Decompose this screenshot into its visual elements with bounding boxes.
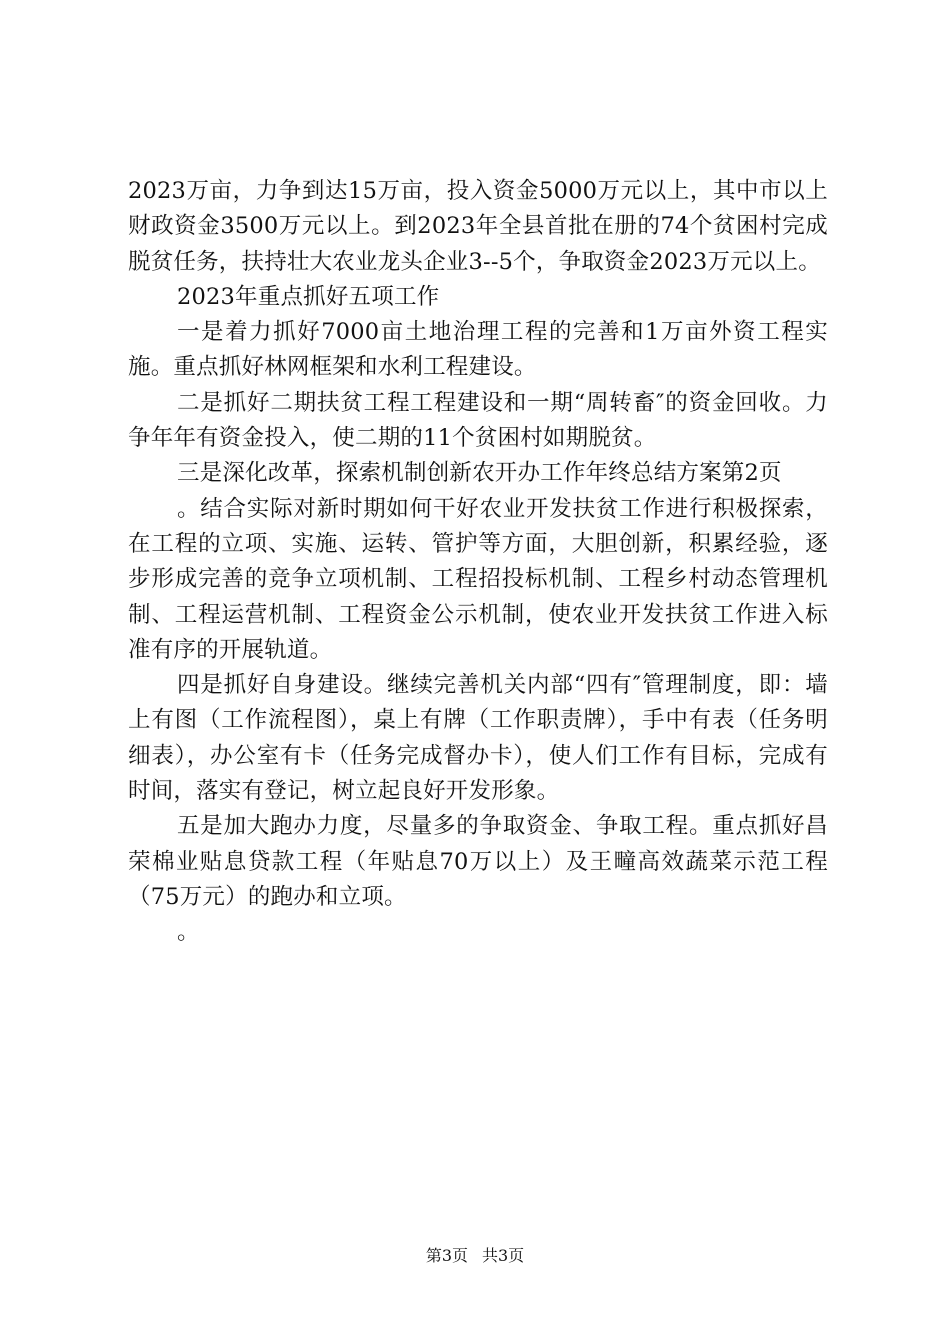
paragraph-item-one: 一是着力抓好7000亩土地治理工程的完善和1万亩外资工程实施。重点抓好林网框架和水利工程建设。 [128, 319, 828, 381]
paragraph-item-two: 二是抓好二期扶贫工程工程建设和一期“周转畜″的资金回收。力争年年有资金投入，使二期的11个贫困村如期脱贫。 [128, 389, 828, 452]
paragraph-item-three-continued: 。结合实际对新时期如何干好农业开发扶贫工作进行积极探索，在工程的立项、实施、运转、管护等方面，大胆创新，积累经验，逐步形成完善的竞争立项机制、工程招投标机制、工程乡村动态管理机制、工程运营机制、工程资金公示机制，使农业开发扶贫工作进入标准有序的开展轨道。 [128, 495, 828, 663]
paragraph-item-five: 五是加大跑办力度，尽量多的争取资金、争取工程。重点抓好昌荣棉业贴息贷款工程（年贴息70万以上）及王疃高效蔬菜示范工程（75万元）的跑办和立项。 [128, 813, 828, 910]
paragraph-item-three: 三是深化改革，探索机制创新农开办工作年终总结方案第2页 [177, 460, 782, 487]
paragraph-closing-mark: 。 [177, 919, 200, 946]
paragraph-continuation: 2023万亩，力争到达15万亩，投入资金5000万元以上，其中市以上财政资金3500万元以上。到2023年全县首批在册的74个贫困村完成脱贫任务，扶持壮大农业龙头企业3--5个，争取资金2023万元以上。 [128, 178, 828, 275]
section-heading: 2023年重点抓好五项工作 [177, 283, 440, 310]
paragraph-item-four: 四是抓好自身建设。继续完善机关内部“四有″管理制度，即：墙上有图（工作流程图），桌上有牌（工作职责牌），手中有表（任务明细表），办公室有卡（任务完成督办卡），使人们工作有目标，完成有时间，落实有登记，树立起良好开发形象。 [128, 672, 828, 805]
page-footer [0, 1246, 950, 1266]
page-number-current: 第3页 [425, 1246, 468, 1265]
document-body [128, 174, 828, 951]
page-number-total: 共3页 [482, 1246, 525, 1265]
